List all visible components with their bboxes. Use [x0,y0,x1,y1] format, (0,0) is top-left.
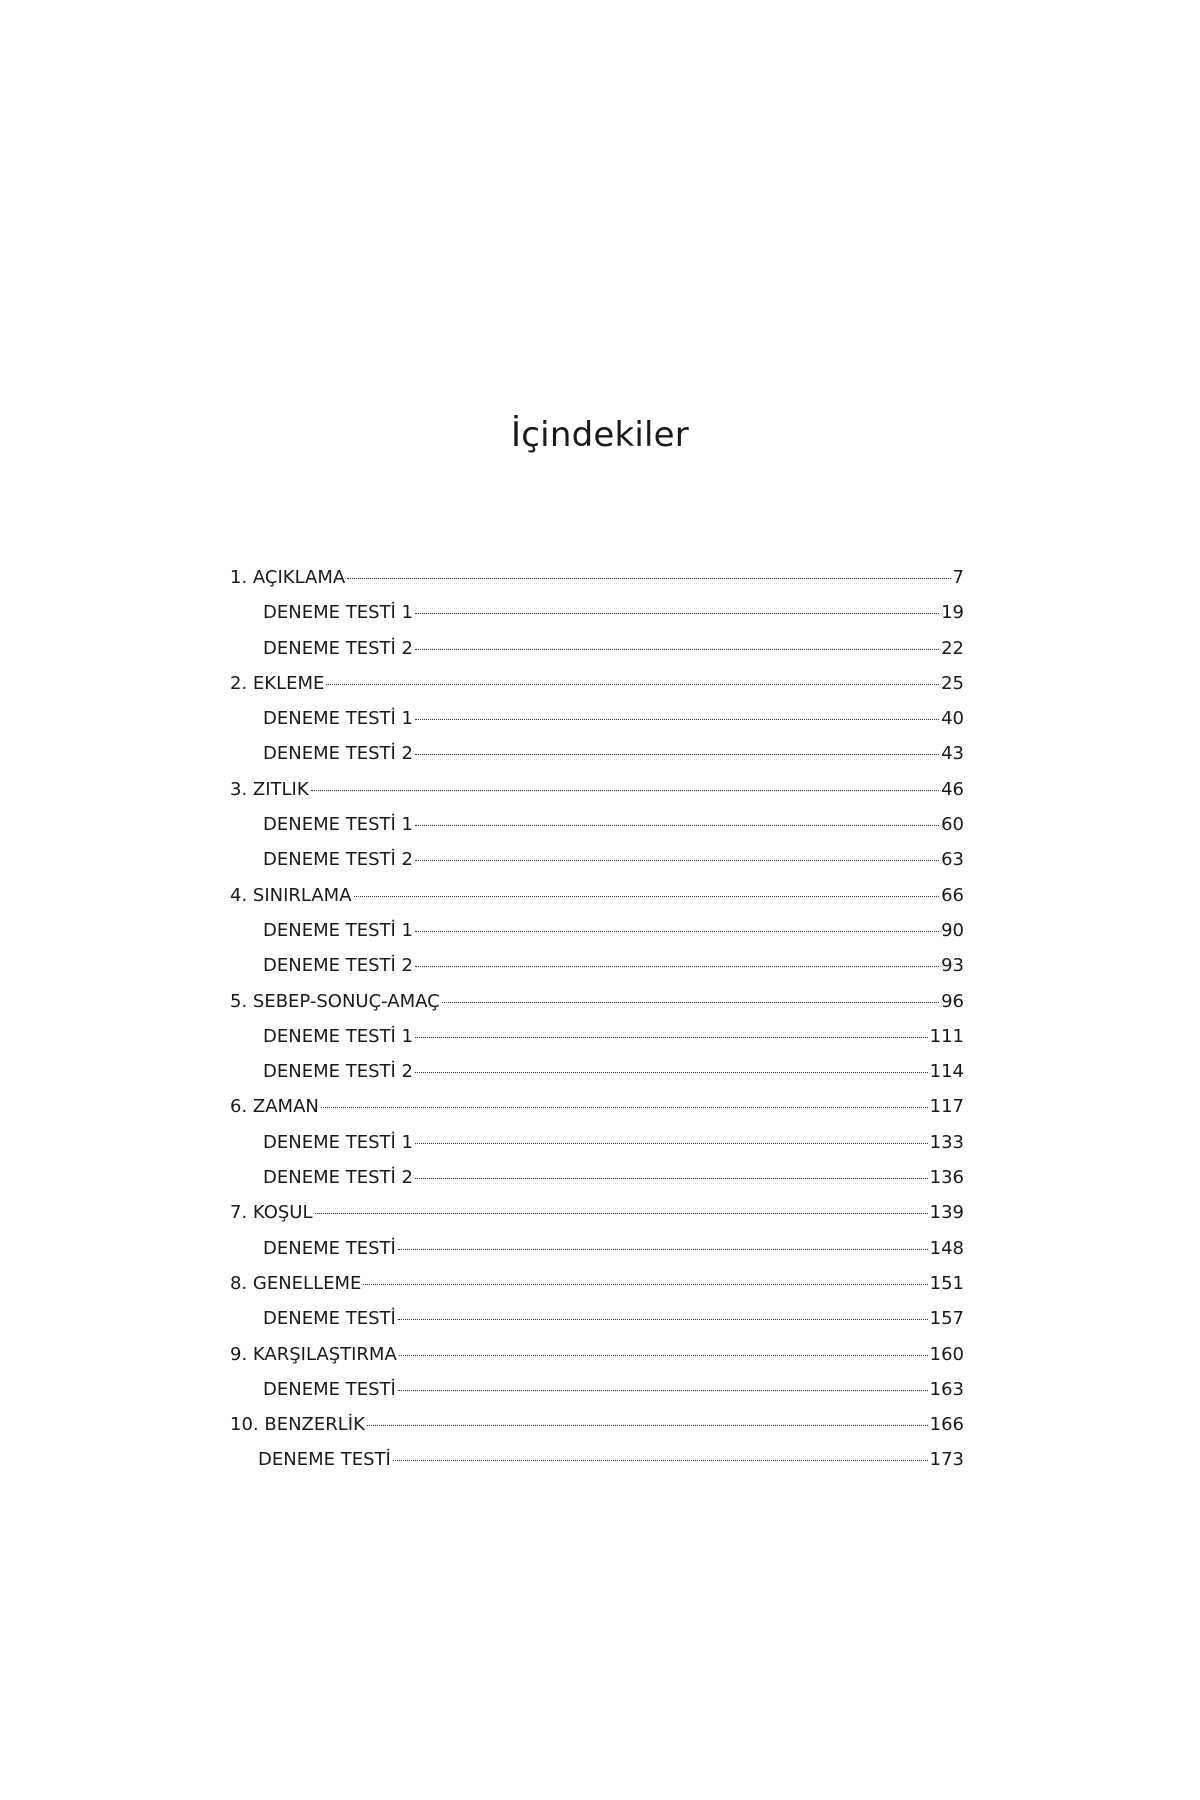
toc-page-number: 63 [941,849,964,871]
toc-page-number: 173 [929,1449,964,1471]
toc-chapter-entry [230,984,964,1019]
toc-entry-label: 6. ZAMAN [230,1096,319,1118]
dot-leader [399,1354,928,1356]
dot-leader [367,1424,928,1426]
dot-leader [415,718,939,720]
toc-entry-label: DENEME TESTİ 1 [263,602,413,624]
toc-subentry [230,1160,964,1195]
toc-entry-label: 8. GENELLEME [230,1272,362,1294]
dot-leader [442,1001,939,1003]
toc-chapter-entry [230,772,964,807]
toc-page-number: 7 [952,567,964,588]
toc-chapter-entry [230,1337,964,1372]
toc-page-number: 136 [929,1167,964,1189]
toc-entry-label: 3. ZITLIK [230,778,309,800]
toc-subentry [230,807,964,842]
dot-leader [347,577,950,579]
dot-leader [315,1212,928,1214]
dot-leader [321,1106,928,1108]
toc-entry-label: 2. EKLEME [230,672,325,694]
toc-entry-label: 5. SEBEP-SONUÇ-AMAÇ [230,990,440,1012]
toc-page-number: 139 [929,1202,964,1224]
toc-entry-label: DENEME TESTİ [263,1308,396,1330]
toc-page-number: 43 [941,743,964,765]
dot-leader [354,895,940,897]
toc-entry-label: DENEME TESTİ 2 [263,743,413,765]
toc-entry-label: DENEME TESTİ 1 [263,919,413,941]
toc-subentry [230,1372,964,1407]
toc-page-number: 66 [941,884,964,906]
toc-subentry [230,1019,964,1054]
toc-page-number: 117 [929,1096,964,1118]
dot-leader [311,789,939,791]
dot-leader [415,824,939,826]
toc-entry-label: 9. KARŞILAŞTIRMA [230,1343,397,1365]
dot-leader [398,1248,928,1250]
toc-entry-label: DENEME TESTİ 1 [263,1025,413,1047]
toc-subentry [230,1125,964,1160]
toc-page-number: 133 [929,1131,964,1153]
toc-page-number: 166 [929,1414,964,1436]
dot-leader [415,1071,928,1073]
toc-chapter-entry [230,1407,964,1442]
toc-entry-label: DENEME TESTİ 1 [263,708,413,730]
toc-chapter-entry [230,560,964,595]
dot-leader [415,753,939,755]
dot-leader [398,1318,928,1320]
toc-subentry [230,913,964,948]
dot-leader [326,683,939,685]
dot-leader [415,1177,928,1179]
toc-page-number: 22 [941,637,964,659]
toc-entry-label: DENEME TESTİ 2 [263,849,413,871]
toc-page-number: 25 [941,672,964,694]
dot-leader [415,965,939,967]
toc-subentry [230,701,964,736]
dot-leader [415,1142,928,1144]
toc-entry-label: DENEME TESTİ 2 [263,1061,413,1083]
toc-chapter-entry [230,666,964,701]
toc-page-number: 90 [941,919,964,941]
dot-leader [415,930,939,932]
toc-subentry [230,1231,964,1266]
dot-leader [415,1036,928,1038]
dot-leader [415,612,939,614]
toc-subentry [230,1054,964,1089]
dot-leader [393,1459,928,1461]
toc-entry-label: 1. AÇIKLAMA [230,567,346,588]
page-title: İçindekiler [511,415,689,455]
toc-page-number: 46 [941,778,964,800]
toc-subentry [230,1442,964,1477]
dot-leader [415,859,939,861]
toc-chapter-entry [230,1266,964,1301]
toc-subentry [230,736,964,771]
toc-page-number: 96 [941,990,964,1012]
dot-leader [363,1283,927,1285]
toc-page-number: 160 [929,1343,964,1365]
dot-leader [398,1389,928,1391]
dot-leader [415,648,939,650]
toc-entry-label: DENEME TESTİ 2 [263,637,413,659]
toc-entry-label: DENEME TESTİ 2 [263,1167,413,1189]
toc-entry-label: DENEME TESTİ [263,1237,396,1259]
toc-page-number: 93 [941,955,964,977]
toc-page-number: 40 [941,708,964,730]
table-of-contents [230,560,964,1478]
toc-page-number: 60 [941,814,964,836]
toc-entry-label: DENEME TESTİ 2 [263,955,413,977]
toc-subentry [230,595,964,630]
toc-chapter-entry [230,1089,964,1124]
toc-entry-label: 4. SINIRLAMA [230,884,352,906]
toc-subentry [230,1301,964,1336]
toc-entry-label: 10. BENZERLİK [230,1414,365,1436]
toc-entry-label: DENEME TESTİ [263,1378,396,1400]
toc-page-number: 111 [929,1025,964,1047]
toc-chapter-entry [230,878,964,913]
toc-entry-label: 7. KOŞUL [230,1202,313,1224]
toc-chapter-entry [230,1195,964,1230]
toc-page-number: 163 [929,1378,964,1400]
toc-page-number: 19 [941,602,964,624]
toc-subentry [230,842,964,877]
toc-page-number: 148 [929,1237,964,1259]
toc-subentry [230,948,964,983]
toc-entry-label: DENEME TESTİ 1 [263,814,413,836]
toc-entry-label: DENEME TESTİ 1 [263,1131,413,1153]
toc-page-number: 157 [929,1308,964,1330]
toc-page-number: 151 [929,1272,964,1294]
toc-page-number: 114 [929,1061,964,1083]
toc-entry-label: DENEME TESTİ [258,1449,391,1471]
toc-subentry [230,631,964,666]
